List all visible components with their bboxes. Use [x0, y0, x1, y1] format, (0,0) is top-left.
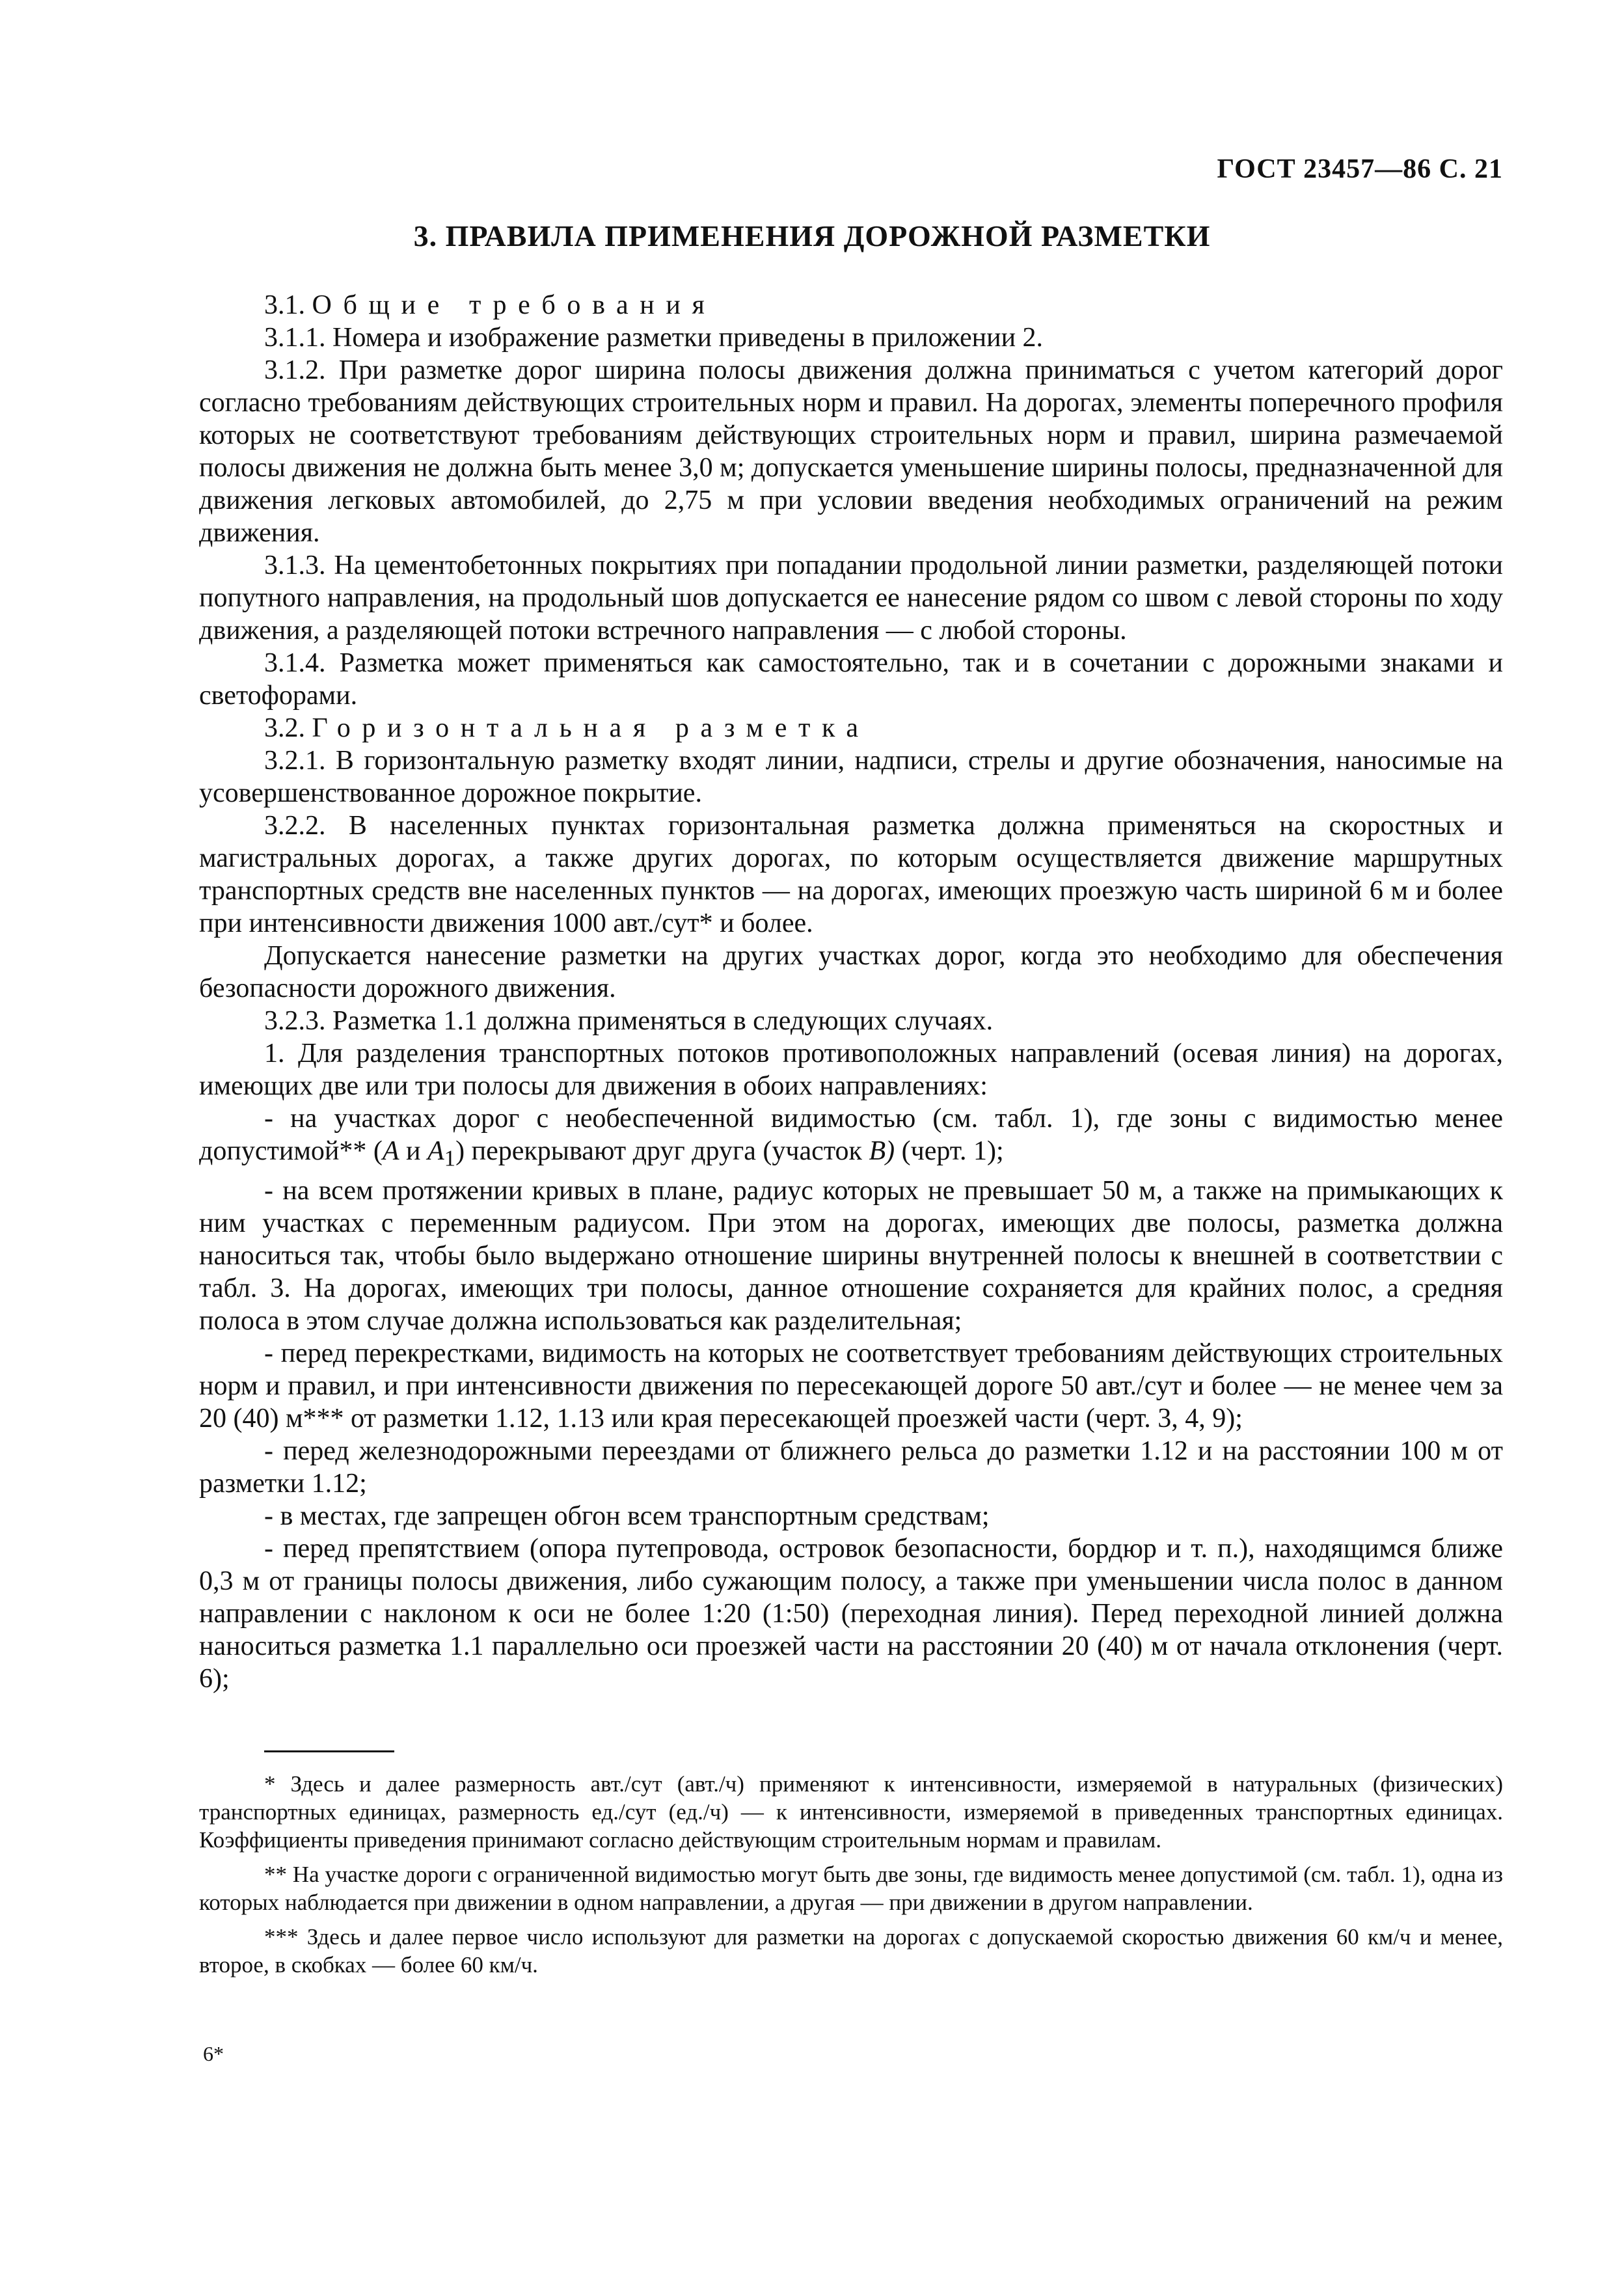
- bullet-obstacles: - перед препятствием (опора путепровода, островок безопасности, бордюр и т. п.), находящимся ближе 0,3 м от границы полосы движения, либо сужающим полосу, а также при уменьшении числа полос в данном направлении с наклоном к оси не более 1:20 (1:50) (переходная линия). Перед переходной линией должна наноситься разметка 1.1 параллельно оси проезжей части на расстоянии 20 (40) м от начала отклонения (черт. 6);: [199, 1534, 1503, 1694]
- clause-3-1: [199, 289, 1503, 321]
- clause-3-1-2: 3.1.2. При разметке дорог ширина полосы движения должна приниматься с учетом категорий дорог согласно требованиям действующих строительных норм и правил. На дорогах, элементы поперечного профиля которых не соответствуют требованиям действующих строительных норм и правил, ширина размечаемой полосы движения не должна быть менее 3,0 м; допускается уменьшение ширины полосы, предназначенной для движения легковых автомобилей, до 2,75 м при условии введения необходимых ограничений на режим движения.: [199, 355, 1503, 548]
- footnotes: [199, 1770, 1503, 1985]
- bullet-railway-crossings: - перед железнодорожными переездами от ближнего рельса до разметки 1.12 и на расстоянии 100 м от разметки 1.12;: [199, 1436, 1503, 1499]
- clause-number: 3.2.: [264, 713, 305, 743]
- bullet-curves: - на всем протяжении кривых в плане, радиус которых не превышает 50 м, а также на примыкающих к ним участках с переменным радиусом. При этом на дорогах, имеющих две полосы, разметка должна наноситься так, чтобы было выдержано отношение ширины внутренней полосы к внешней в соответствии с табл. 3. На дорогах, имеющих три полосы, данное отношение сохраняется для крайних полос, а средняя полоса в этом случае должна использоваться как разделительная;: [199, 1176, 1503, 1337]
- clause-heading: Общие требования: [312, 290, 716, 320]
- clause-heading: Горизонтальная разметка: [312, 713, 870, 743]
- bullet-intersections: - перед перекрестками, видимость на которых не соответствует требованиям действующих строительных норм и правил, и при интенсивности движения по пересекающей дороге 50 авт./сут и более — не менее чем за 20 (40) м*** от разметки 1.12, 1.13 или края пересекающей проезжей части (черт. 3, 4, 9);: [199, 1339, 1503, 1434]
- clause-3-1-1: 3.1.1. Номера и изображение разметки приведены в приложении 2.: [264, 323, 1044, 353]
- clause-3-2: [199, 712, 1503, 744]
- clause-3-2-3: 3.2.3. Разметка 1.1 должна применяться в следующих случаях.: [264, 1006, 994, 1036]
- footnote-2: ** На участке дороги с ограниченной видимостью могут быть две зоны, где видимость менее допустимой (см. табл. 1), одна из которых наблюдается при движении в одном направлении, а другая — при движении в другом направлении.: [199, 1862, 1503, 1915]
- bullet-no-overtaking: - в местах, где запрещен обгон всем транспортным средствам;: [264, 1501, 990, 1532]
- footnote-1: * Здесь и далее размерность авт./сут (авт./ч) применяют к интенсивности, измеряемой в натуральных (физических) транспортных единицах, размерность ед./сут (ед./ч) — к интенсивности, измеряемой в приведенных транспортных единицах. Коэффициенты приведения принимают согласно действующим строительным нормам и правилам.: [199, 1771, 1503, 1853]
- clause-3-2-2-paragraph: Допускается нанесение разметки на других участках дорог, когда это необходимо для обеспечения безопасности дорожного движения.: [199, 941, 1503, 1003]
- standard-header: ГОСТ 23457—86 С. 21: [1217, 154, 1503, 184]
- clause-3-2-2: 3.2.2. В населенных пунктах горизонтальная разметка должна применяться на скоростных и магистральных дорогах, а также других дорогах, по которым осуществляется движение маршрутных транспортных средств вне населенных пунктов — на дорогах, имеющих проезжую часть шириной 6 м и более при интенсивности движения 1000 авт./сут* и более.: [199, 811, 1503, 938]
- bullet-visibility: - на участках дорог с необеспеченной видимостью (см. табл. 1), где зоны с видимостью менее допустимой** (А и $А_1$) перекрывают друг друга (участок В) (черт. 1);: [199, 1104, 1503, 1171]
- clause-number: 3.1.: [264, 290, 305, 320]
- clause-3-1-3: 3.1.3. На цементобетонных покрытиях при попадании продольной линии разметки, разделяющей потоки попутного направления, на продольный шов допускается ее нанесение рядом со швом с левой стороны по ходу движения, а разделяющей потоки встречного направления — с любой стороны.: [199, 551, 1503, 646]
- main-text: [199, 289, 1503, 1695]
- clause-3-2-1: 3.2.1. В горизонтальную разметку входят линии, надписи, стрелы и другие обозначения, наносимые на усовершенствованное дорожное покрытие.: [199, 746, 1503, 808]
- footnote-divider: [264, 1750, 394, 1752]
- list-item-1: 1. Для разделения транспортных потоков противоположных направлений (осевая линия) на дорогах, имеющих две или три полосы для движения в обоих направлениях:: [199, 1039, 1503, 1101]
- page-mark: 6*: [203, 2042, 224, 2065]
- footnote-3: *** Здесь и далее первое число используют для разметки на дорогах с допускаемой скоростью движения 60 км/ч и менее, второе, в скобках — более 60 км/ч.: [199, 1924, 1503, 1978]
- clause-3-1-4: 3.1.4. Разметка может применяться как самостоятельно, так и в сочетании с дорожными знаками и светофорами.: [199, 648, 1503, 711]
- section-title: 3. ПРАВИЛА ПРИМЕНЕНИЯ ДОРОЖНОЙ РАЗМЕТКИ: [413, 219, 1211, 252]
